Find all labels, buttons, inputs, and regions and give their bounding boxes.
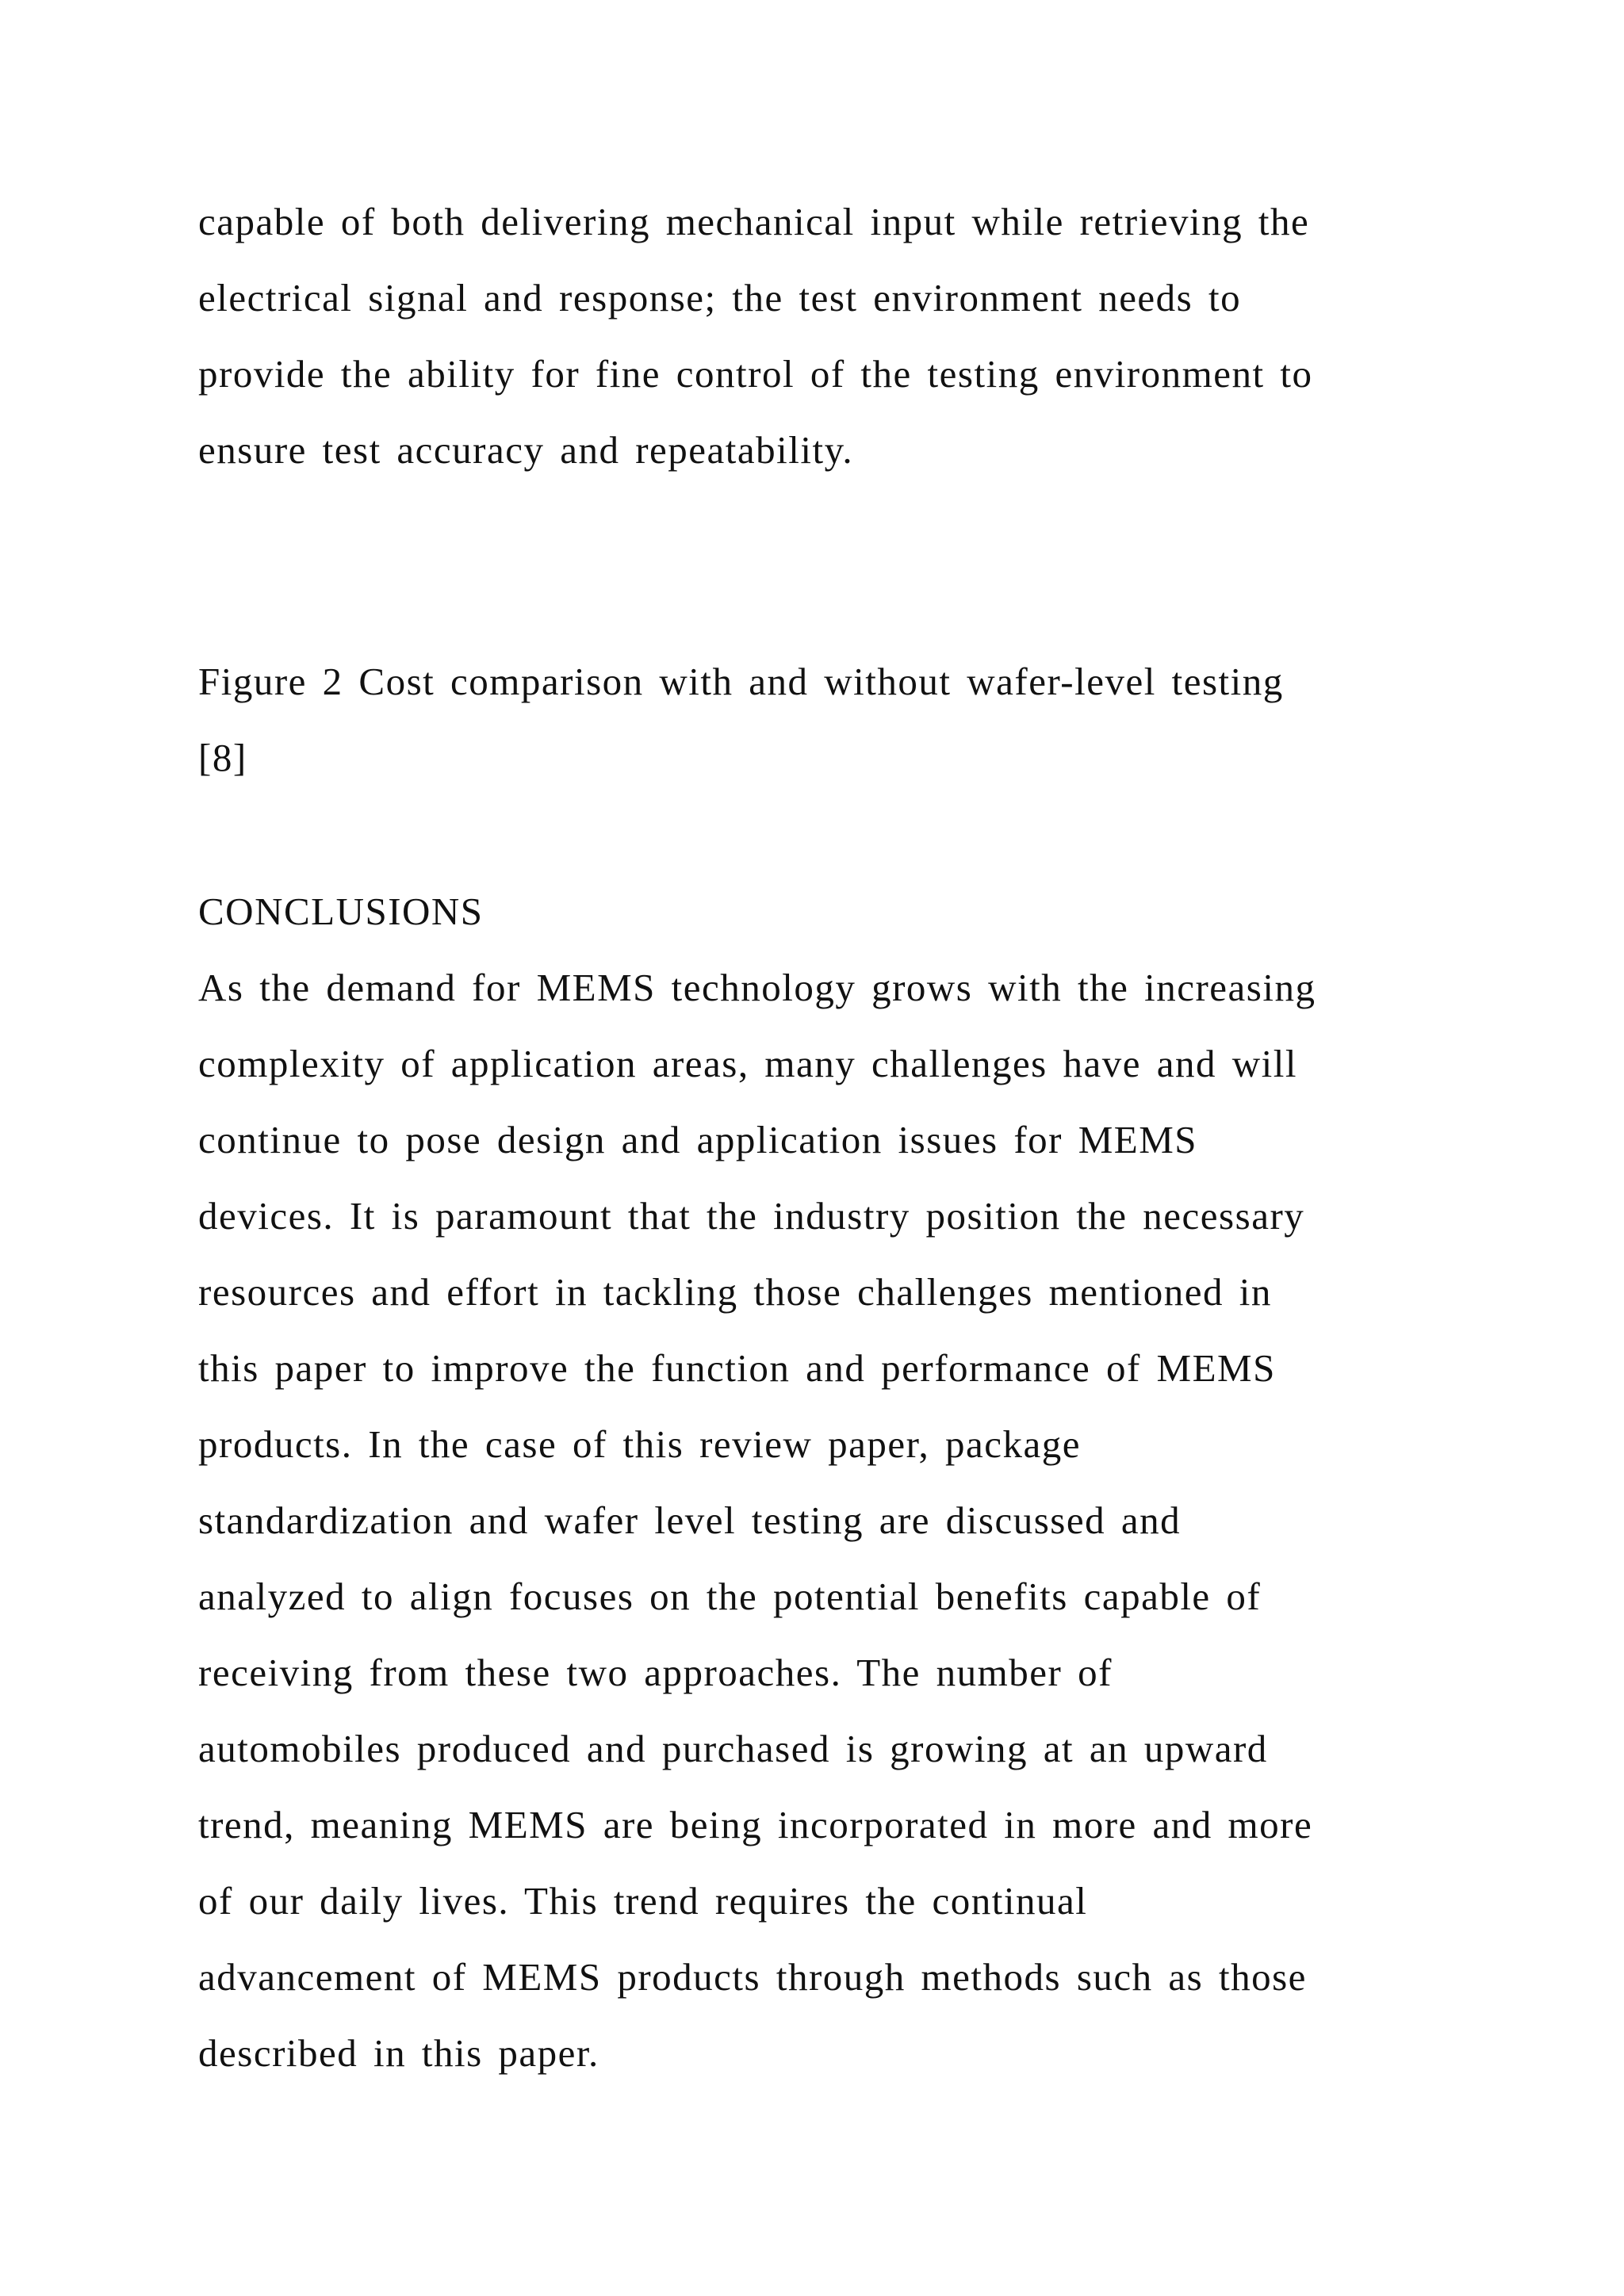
body-text-line: provide the ability for fine control of the testing environment to [198, 352, 1313, 396]
body-text-line: ensure test accuracy and repeatability. [198, 428, 854, 472]
conclusions-text-line: standardization and wafer level testing are discussed and [198, 1498, 1182, 1542]
section-heading-conclusions: CONCLUSIONS [198, 890, 484, 933]
conclusions-text-line: products. In the case of this review paper, package [198, 1422, 1082, 1466]
conclusions-text-line: this paper to improve the function and performance of MEMS [198, 1346, 1276, 1390]
conclusions-text-line: described in this paper. [198, 2031, 599, 2075]
figure-caption-reference: [8] [198, 736, 247, 779]
conclusions-text-line: As the demand for MEMS technology grows with the increasing [198, 966, 1316, 1009]
conclusions-text-line: of our daily lives. This trend requires the continual [198, 1879, 1088, 1923]
conclusions-text-line: advancement of MEMS products through methods such as those [198, 1955, 1307, 1999]
conclusions-text-line: continue to pose design and application issues for MEMS [198, 1118, 1198, 1161]
conclusions-text-line: complexity of application areas, many challenges have and will [198, 1042, 1297, 1085]
conclusions-text-line: analyzed to align focuses on the potential benefits capable of [198, 1575, 1262, 1618]
figure-caption: Figure 2 Cost comparison with and without wafer-level testing [198, 660, 1284, 703]
conclusions-text-line: trend, meaning MEMS are being incorporated in more and more [198, 1803, 1313, 1846]
body-text-line: electrical signal and response; the test environment needs to [198, 276, 1242, 320]
conclusions-text-line: devices. It is paramount that the industry position the necessary [198, 1194, 1305, 1238]
conclusions-text-line: automobiles produced and purchased is growing at an upward [198, 1727, 1268, 1770]
body-text-line: capable of both delivering mechanical input while retrieving the [198, 200, 1310, 243]
conclusions-text-line: receiving from these two approaches. The number of [198, 1651, 1113, 1694]
conclusions-text-line: resources and effort in tackling those challenges mentioned in [198, 1270, 1272, 1314]
